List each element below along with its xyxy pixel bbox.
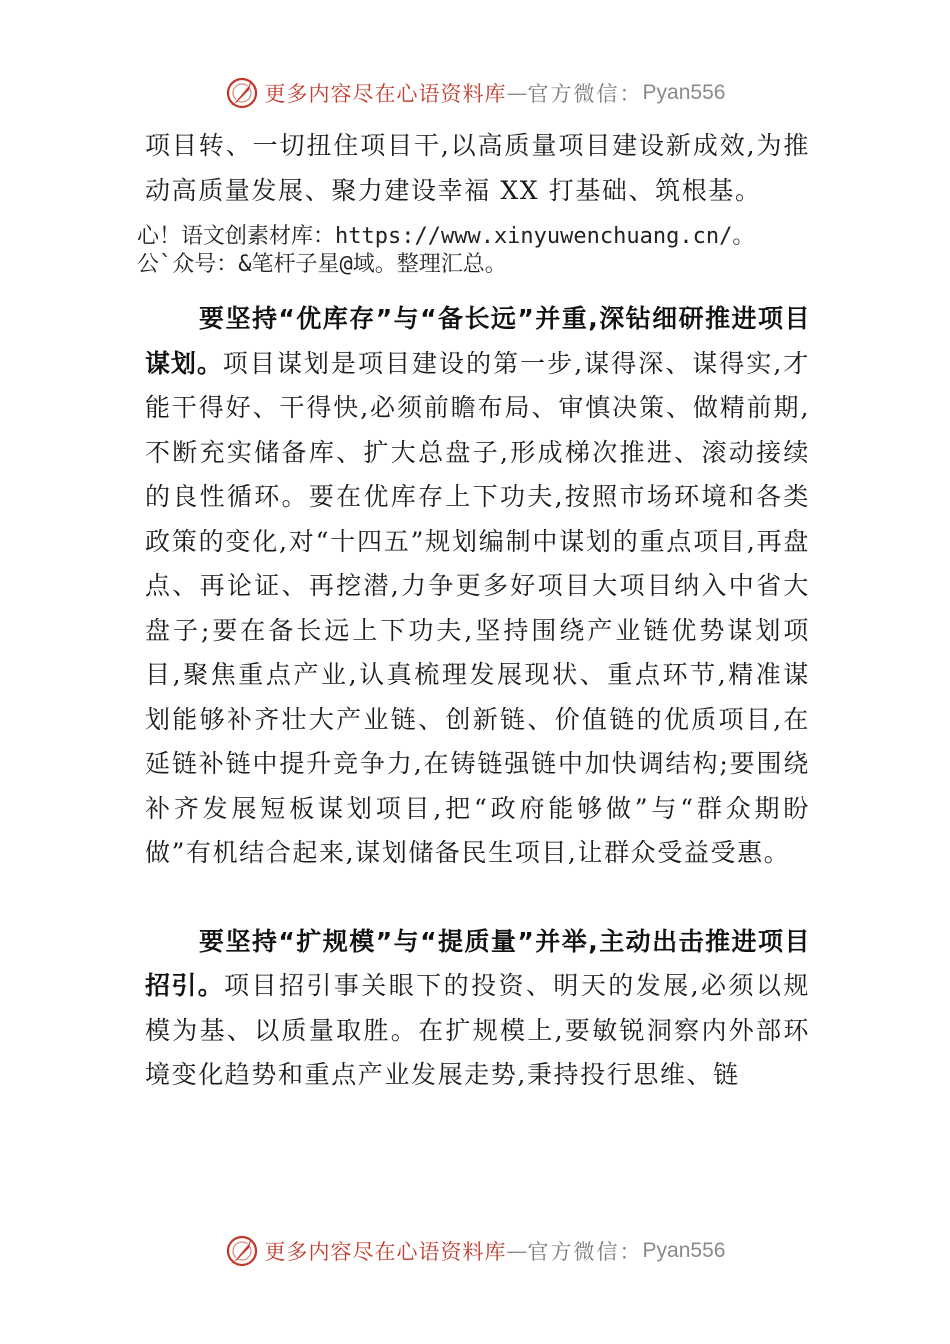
banner-dash: — — [506, 1239, 528, 1263]
banner-official-label: 官方微信： — [527, 1240, 643, 1264]
paragraph-heading: 要坚持“扩规模”与“提质量”并举,主动出击推进项目招引。 — [145, 926, 810, 1000]
paragraph-body: 项目谋划是项目建设的第一步,谋得深、谋得实,才能干得好、干得快,必须前瞻布局、审慎决策、做精前期,不断充实储备库、扩大总盘子,形成梯次推进、滚动接续的良性循环。要在优库存上下功夫,按照市场环境和各类政策的变化,对“十四五”规划编制中谋划的重点项目,再盘点、再论证、再挖潜,力争更多好项目大项目纳入中省大盘子;要在备长远上下功夫,坚持围绕产业链优势谋划项目,聚焦重点产业,认真梳理发展现状、重点环节,精准谋划能够补齐壮大产业链、创新链、价值链的优质项目,在延链补链中提升竞争力,在铸链强链中加快调结构;要围绕补齐发展短板谋划项目,把“政府能够做”与“群众期盼做”有机结合起来,谋划储备民生项目,让群众受益受惠。 — [145, 348, 810, 867]
paragraph-heading: 要坚持“优库存”与“备长远”并重,深钻细研推进项目谋划。 — [145, 304, 810, 378]
header-banner — [0, 68, 950, 118]
banner-account-id: Pyan556 — [642, 81, 726, 104]
paragraph-body: 项目招引事关眼下的投资、明天的发展,必须以规模为基、以质量取胜。在扩规模上,要敏锐洞察内外部环境变化趋势和重点产业发展走势,秉持投行思维、链 — [145, 971, 810, 1089]
paragraph-project-attraction — [145, 920, 810, 1098]
document-body — [145, 124, 810, 1098]
watermark-line-2: 公`众号：&笔杆子星@域。整理汇总。 — [137, 252, 507, 277]
banner-slogan: 更多内容尽在心语资料库 — [264, 82, 507, 106]
quill-pen-logo-icon — [225, 1234, 259, 1268]
banner-official-label: 官方微信： — [527, 82, 643, 106]
paragraph-continuation: 项目转、一切扭住项目干,以高质量项目建设新成效,为推动高质量发展、聚力建设幸福 XX 打基础、筑根基。 — [145, 131, 810, 205]
quill-pen-logo-icon — [225, 76, 259, 110]
footer-banner — [0, 1226, 950, 1276]
watermark-line-1: 心！语文创素材库：https://www.xinyuwenchuang.cn/。 — [137, 224, 755, 249]
paragraph-project-planning — [145, 297, 810, 876]
banner-account-id: Pyan556 — [642, 1239, 726, 1262]
banner-slogan: 更多内容尽在心语资料库 — [264, 1240, 507, 1264]
banner-dash: — — [506, 81, 528, 105]
